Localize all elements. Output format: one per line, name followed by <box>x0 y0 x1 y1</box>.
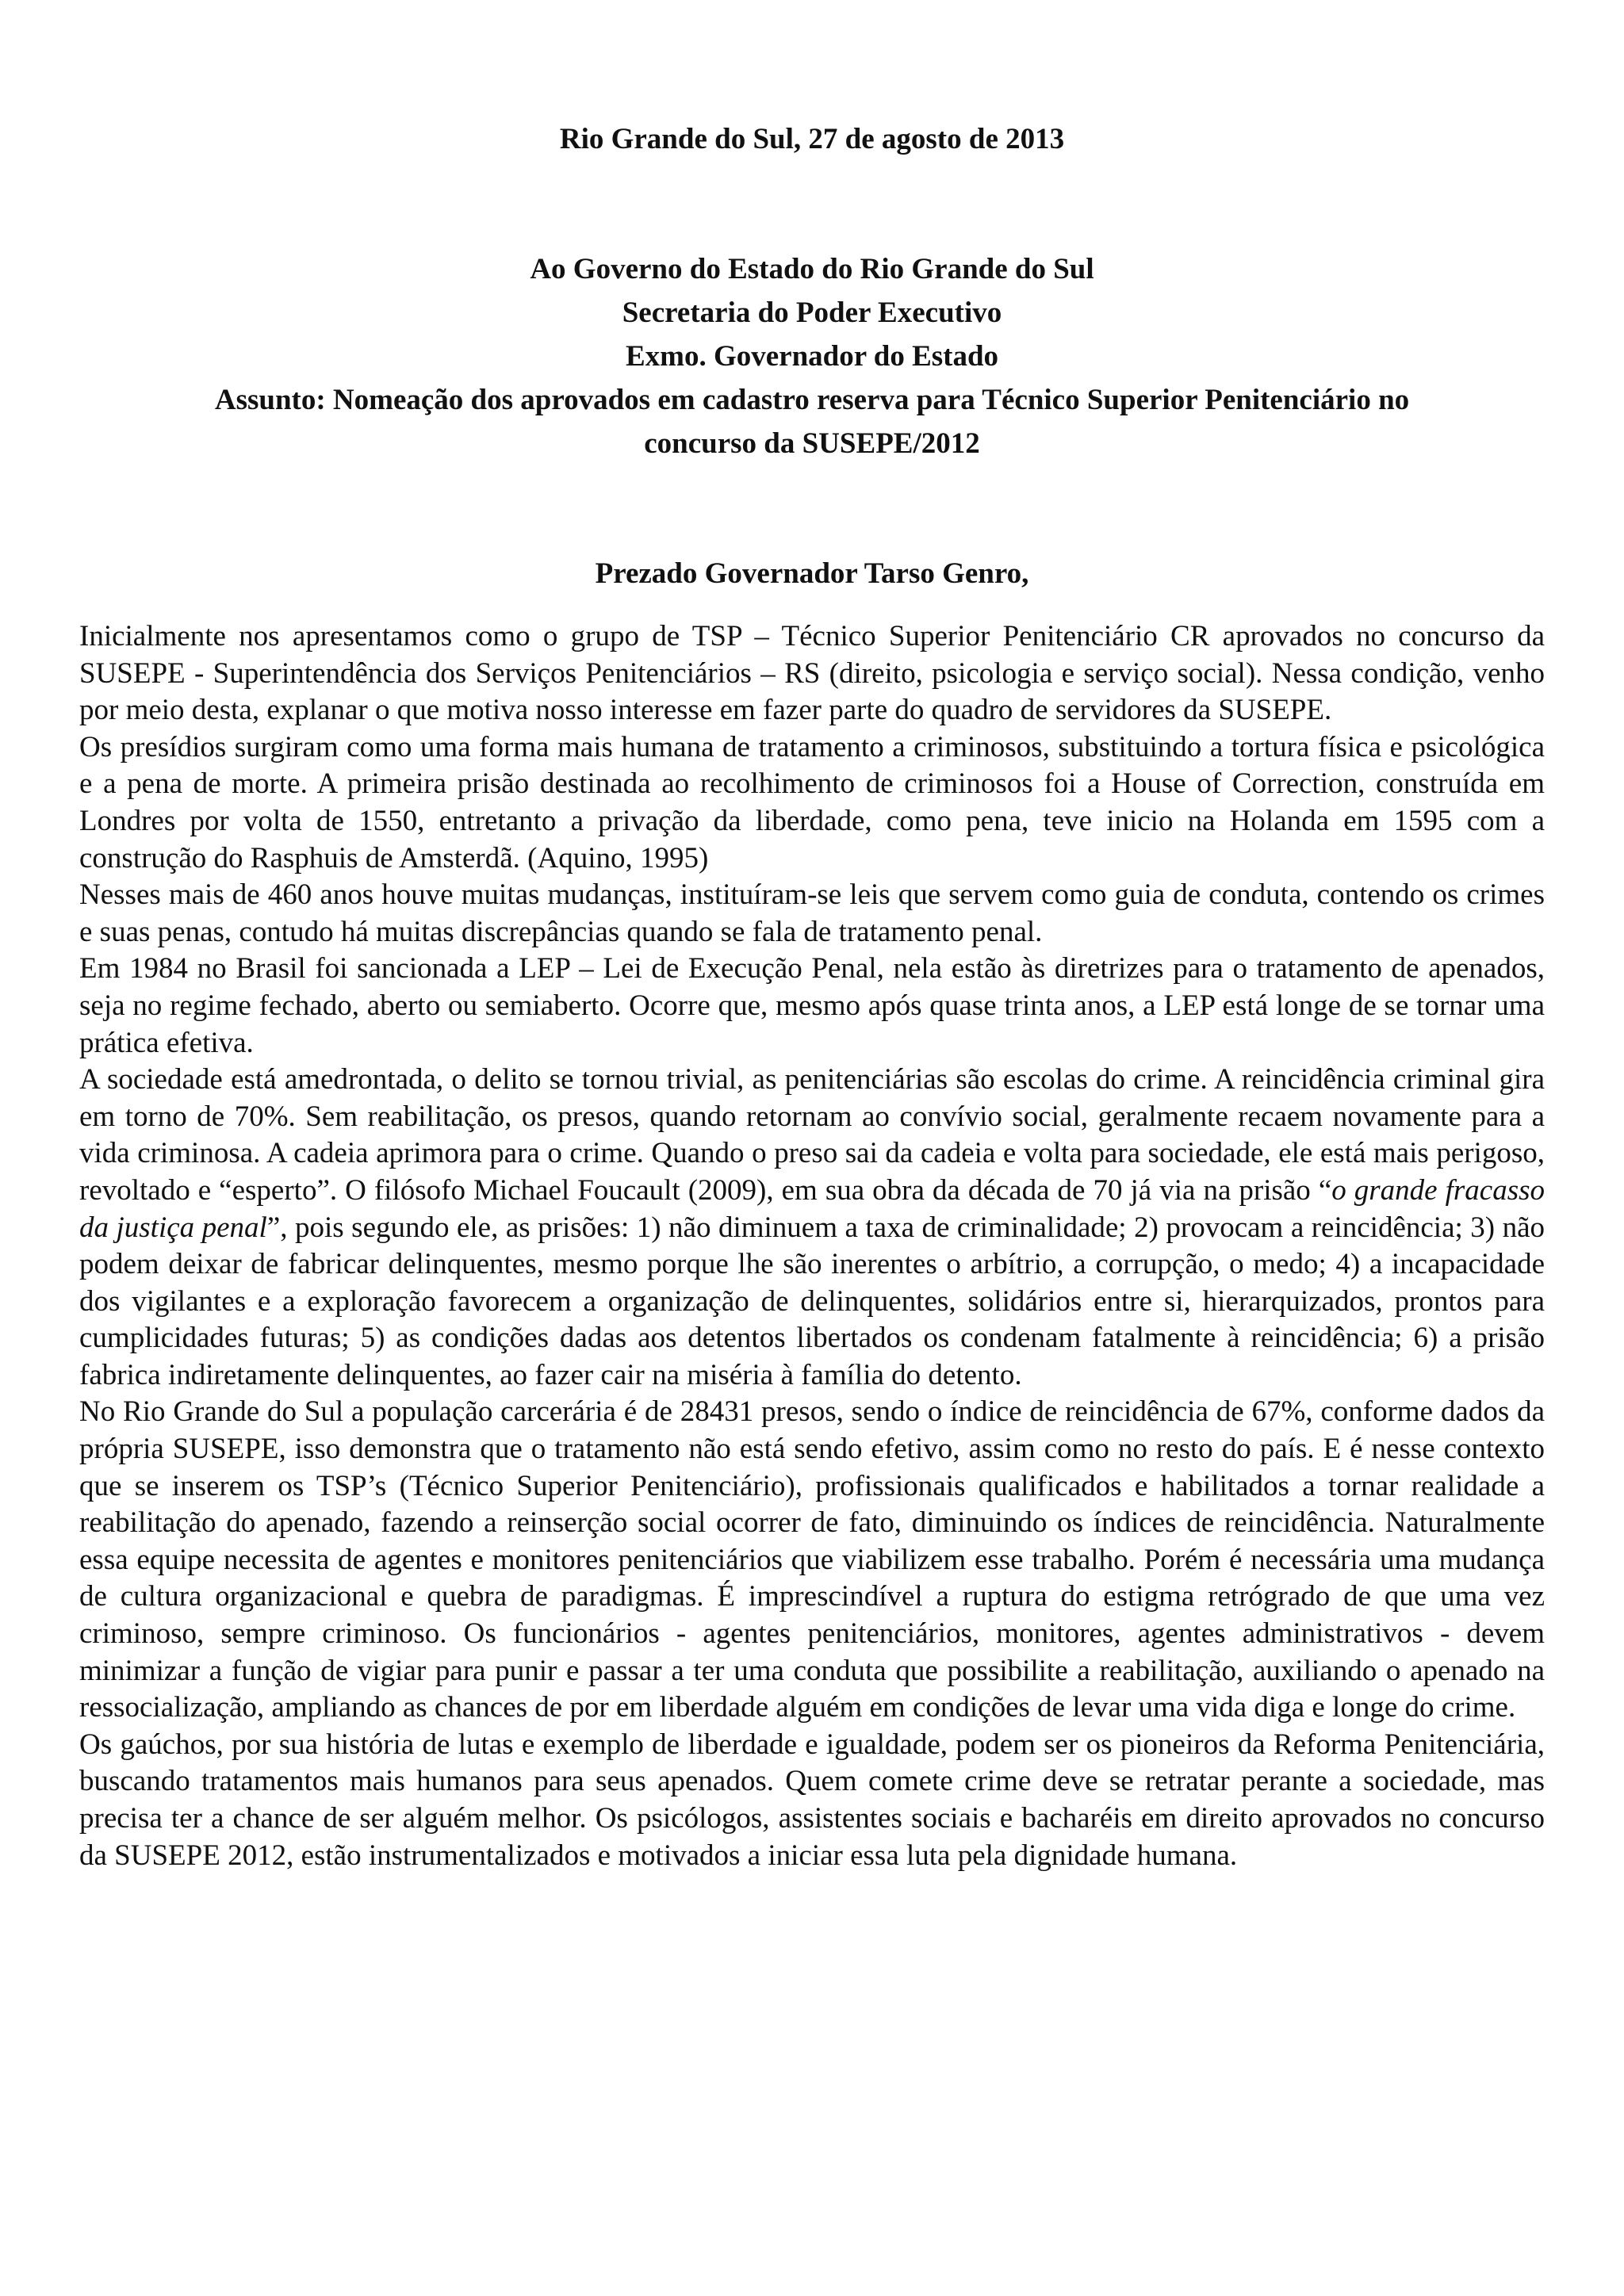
subject-line: Assunto: Nomeação dos aprovados em cadastro reserva para Técnico Superior Penitenciário no <box>214 384 1410 416</box>
paragraph-introduction: Inicialmente nos apresentamos como o grupo de TSP – Técnico Superior Penitenciário CR aprovados no concurso da SUSEPE - Superintendência dos Serviços Penitenciários – RS (direito, psicologia e serviço social). Nessa condição, venho por meio desta, explanar o que motiva nosso interesse em fazer parte do quadro de servidores da SUSEPE. <box>79 620 1545 727</box>
paragraph-conclusion: Os gaúchos, por sua história de lutas e exemplo de liberdade e igualdade, podem ser os pioneiros da Reforma Penitenciária, buscando tratamentos mais humanos para seus apenados. Quem comete crime deve se retratar perante a sociedade, mas precisa ter a chance de ser alguém melhor. Os psicólogos, assistentes sociais e bacharéis em direito aprovados no concurso da SUSEPE 2012, estão instrumentalizados e motivados a iniciar essa luta pela dignidade humana. <box>79 1728 1545 1872</box>
letter-date: Rio Grande do Sul, 27 de agosto de 2013 <box>559 123 1065 155</box>
paragraph-lep: Em 1984 no Brasil foi sancionada a LEP – Lei de Execução Penal, nela estão às diretrizes para o tratamento de apenados, seja no regime fechado, aberto ou semiaberto. Ocorre que, mesmo após quase trinta anos, a LEP está longe de se tornar uma prática efetiva. <box>79 952 1545 1059</box>
subject-line-continued: concurso da SUSEPE/2012 <box>644 427 980 460</box>
recipient-line-government: Ao Governo do Estado do Rio Grande do Sul <box>530 253 1094 285</box>
paragraph-laws: Nesses mais de 460 anos houve muitas mudanças, instituíram-se leis que servem como guia de conduta, contendo os crimes e suas penas, contudo há muitas discrepâncias quando se fala de tratamento penal. <box>79 878 1545 948</box>
salutation: Prezado Governador Tarso Genro, <box>595 557 1029 590</box>
foucault-quote: o grande fracasso da justiça penal <box>79 1173 1545 1244</box>
paragraph-prison-history: Os presídios surgiram como uma forma mais humana de tratamento a criminosos, substituindo a tortura física e psicológica e a pena de morte. A primeira prisão destinada ao recolhimento de criminosos foi a House of Correction, construída em Londres por volta de 1550, entretanto a privação da liberdade, como pena, teve inicio na Holanda em 1595 com a construção do Rasphuis de Amsterdã. (Aquino, 1995) <box>79 730 1545 874</box>
recipient-line-governor: Exmo. Governador do Estado <box>625 340 999 373</box>
paragraph-foucault-text-end: ”, pois segundo ele, as prisões: 1) não diminuem a taxa de criminalidade; 2) provocam a reincidência; 3) não podem deixar de fabricar delinquentes, mesmo porque lhe são inerentes o arbítrio, a corrupção, o medo; 4) a incapacidade dos vigilantes e a exploração favorecem a organização de delinquentes, solidários entre si, hierarquizados, prontos para cumplicidades futuras; 5) as condições dadas aos detentos libertados os condenam fatalmente à reincidência; 6) a prisão fabrica indiretamente delinquentes, ao fazer cair na miséria à família do detento. <box>79 1211 1545 1391</box>
recipient-block <box>79 247 1545 465</box>
letter-body <box>79 618 1545 1874</box>
paragraph-foucault <box>79 1062 1545 1394</box>
recipient-line-secretariat: Secretaria do Poder Executivo <box>622 297 1002 329</box>
paragraph-foucault-text-start: A sociedade está amedrontada, o delito se tornou trivial, as penitenciárias são escolas do crime. A reincidência criminal gira em torno de 70%. Sem reabilitação, os presos, quando retornam ao convívio social, geralmente recaem novamente para a vida criminosa. A cadeia aprimora para o crime. Quando o preso sai da cadeia e volta para sociedade, ele está mais perigoso, revoltado e “esperto”. O filósofo Michael Foucault (2009), em sua obra da década de 70 já via na prisão “ <box>79 1063 1545 1207</box>
paragraph-rs-statistics: No Rio Grande do Sul a população carcerária é de 28431 presos, sendo o índice de reincidência de 67%, conforme dados da própria SUSEPE, isso demonstra que o tratamento não está sendo efetivo, assim como no resto do país. E é nesse contexto que se inserem os TSP’s (Técnico Superior Penitenciário), profissionais qualificados e habilitados a tornar realidade a reabilitação do apenado, fazendo a reinserção social ocorrer de fato, diminuindo os índices de reincidência. Naturalmente essa equipe necessita de agentes e monitores penitenciários que viabilizem esse trabalho. Porém é necessária uma mudança de cultura organizacional e quebra de paradigmas. É imprescindível a ruptura do estigma retrógrado de que uma vez criminoso, sempre criminoso. Os funcionários - agentes penitenciários, monitores, agentes administrativos - devem minimizar a função de vigiar para punir e passar a ter uma conduta que possibilite a reabilitação, auxiliando o apenado na ressocialização, ampliando as chances de por em liberdade alguém em condições de levar uma vida diga e longe do crime. <box>79 1395 1545 1724</box>
letter-page <box>79 0 1545 2296</box>
